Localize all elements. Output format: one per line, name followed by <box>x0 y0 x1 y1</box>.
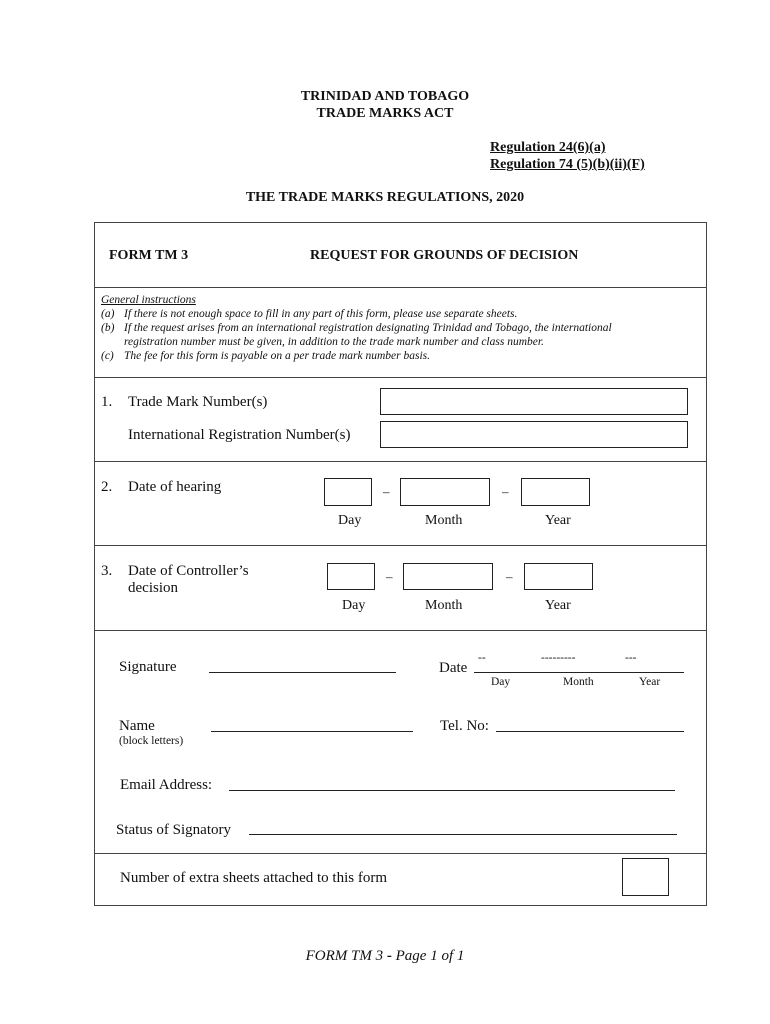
instruction-b-continued: registration number must be given, in addition to the trade mark number and class number. <box>124 336 544 348</box>
intl-registration-label: International Registration Number(s) <box>128 427 351 443</box>
decision-year-label: Year <box>545 598 571 613</box>
hearing-day-field[interactable] <box>324 478 372 506</box>
form-id: FORM TM 3 <box>109 248 189 263</box>
controller-decision-label-continued: decision <box>128 580 178 596</box>
signature-date-line[interactable] <box>474 672 684 673</box>
extra-sheets-field[interactable] <box>622 858 669 896</box>
decision-day-label: Day <box>342 598 366 613</box>
divider <box>95 630 706 631</box>
name-hint: (block letters) <box>119 735 184 747</box>
hearing-year-field[interactable] <box>521 478 590 506</box>
regulation-24: Regulation 24(6)(a) <box>490 140 606 155</box>
status-label: Status of Signatory <box>116 822 231 838</box>
instruction-marker-c: (c) <box>101 350 114 362</box>
instruction-marker-a: (a) <box>101 308 115 320</box>
status-line[interactable] <box>249 834 677 835</box>
section-1-number: 1. <box>101 394 113 410</box>
instruction-c: The fee for this form is payable on a per trade mark number basis. <box>124 350 431 362</box>
instruction-marker-b: (b) <box>101 322 115 334</box>
hearing-month-field[interactable] <box>400 478 490 506</box>
divider <box>95 377 706 378</box>
hearing-month-label: Month <box>425 513 463 528</box>
intl-registration-field[interactable] <box>380 421 688 448</box>
date-dashes-year: --- <box>625 652 637 664</box>
divider <box>95 853 706 854</box>
header-act: TRADE MARKS ACT <box>316 106 454 121</box>
footer-page-number: Page 1 of 1 <box>395 948 465 964</box>
hearing-separator: – <box>502 484 509 499</box>
decision-separator: – <box>506 569 513 584</box>
hearing-separator: – <box>383 484 390 499</box>
name-label: Name <box>119 718 155 734</box>
divider <box>95 545 706 546</box>
tel-line[interactable] <box>496 731 684 732</box>
name-line[interactable] <box>211 731 413 732</box>
date-dashes-day: -- <box>478 652 486 664</box>
signature-line[interactable] <box>209 672 396 673</box>
page-footer <box>235 948 535 965</box>
date-day-caption: Day <box>491 676 511 688</box>
section-3-number: 3. <box>101 563 113 579</box>
header-country: TRINIDAD AND TOBAGO <box>300 89 470 104</box>
hearing-day-label: Day <box>338 513 362 528</box>
controller-decision-label: Date of Controller’s <box>128 563 249 579</box>
date-of-hearing-label: Date of hearing <box>128 479 222 495</box>
trade-mark-number-label: Trade Mark Number(s) <box>128 394 268 410</box>
decision-month-field[interactable] <box>403 563 493 590</box>
date-month-caption: Month <box>563 676 594 688</box>
footer-form-id: FORM TM 3 <box>305 948 384 964</box>
section-2-number: 2. <box>101 479 113 495</box>
form-title: REQUEST FOR GROUNDS OF DECISION <box>310 248 579 263</box>
date-year-caption: Year <box>639 676 661 688</box>
hearing-year-label: Year <box>545 513 571 528</box>
decision-day-field[interactable] <box>327 563 375 590</box>
decision-year-field[interactable] <box>524 563 593 590</box>
signature-label: Signature <box>119 659 177 675</box>
date-label: Date <box>439 660 468 676</box>
decision-separator: – <box>386 569 393 584</box>
regulation-74: Regulation 74 (5)(b)(ii)(F) <box>490 157 645 172</box>
footer-separator: - <box>383 948 396 964</box>
email-label: Email Address: <box>120 777 213 793</box>
email-line[interactable] <box>229 790 675 791</box>
trade-mark-number-field[interactable] <box>380 388 688 415</box>
decision-month-label: Month <box>425 598 463 613</box>
tel-label: Tel. No: <box>440 718 489 734</box>
instruction-b: If the request arises from an international registration designating Trinidad and Tobago, the international <box>124 322 612 334</box>
instruction-a: If there is not enough space to fill in any part of this form, please use separate sheets. <box>124 308 518 320</box>
divider <box>95 461 706 462</box>
extra-sheets-label: Number of extra sheets attached to this form <box>120 870 387 886</box>
instructions-heading: General instructions <box>101 294 196 306</box>
date-dashes-month: --------- <box>541 652 576 664</box>
divider <box>95 287 706 288</box>
regulations-title: THE TRADE MARKS REGULATIONS, 2020 <box>245 190 525 205</box>
